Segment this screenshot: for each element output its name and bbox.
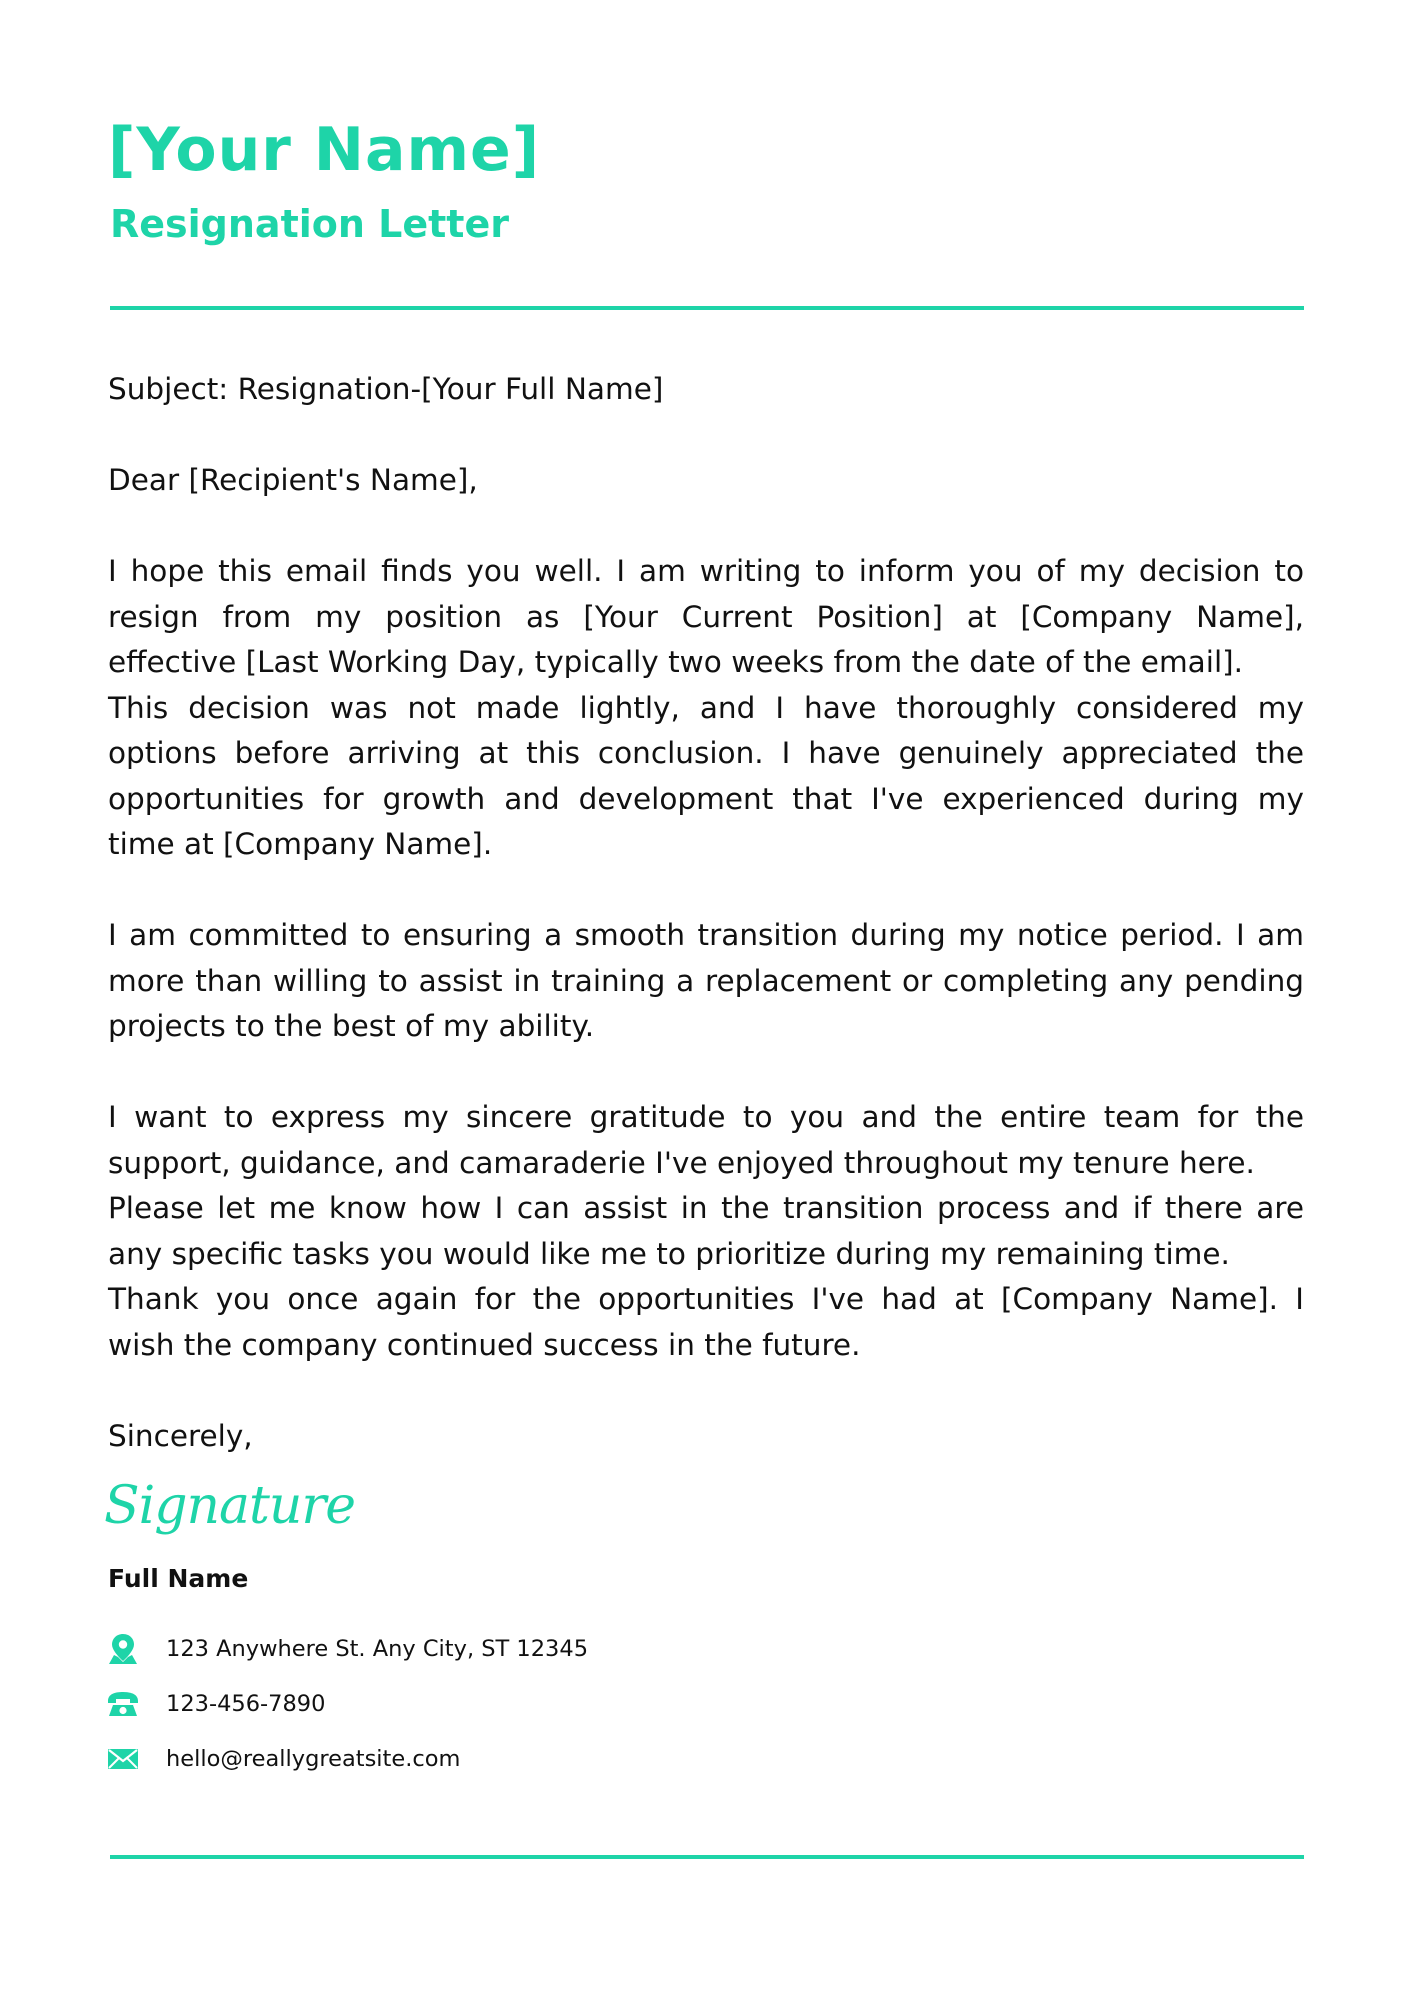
closing: Sincerely, [108,1418,253,1453]
paragraph-3-line: wish the company continued success in the future. [108,1327,861,1362]
paragraph-3-line: support, guidance, and camaraderie I've enjoyed throughout my tenure here. [108,1145,1255,1180]
envelope-icon [106,1742,140,1776]
subject-line: Subject: Resignation-[Your Full Name] [108,372,664,406]
bottom-divider [110,1855,1304,1859]
location-pin-icon [106,1632,140,1666]
email-text: hello@reallygreatsite.com [166,1746,461,1772]
greeting: Dear [Recipient's Name], [108,463,478,497]
document-title: Resignation Letter [110,202,509,246]
contact-email [106,1739,460,1779]
paragraph-1-line: I hope this email finds you well. I am writing to inform you of my decision to [108,554,1304,588]
signature: Signature [104,1476,356,1536]
contact-address [106,1629,588,1669]
paragraph-1-line: effective [Last Working Day, typically two weeks from the date of the email]. [108,645,1244,679]
top-divider [110,306,1304,310]
paragraph-1-line: opportunities for growth and development that I've experienced during my [108,781,1304,816]
paragraph-3-line: Please let me know how I can assist in the transition process and if there are [108,1191,1304,1225]
contact-phone [106,1684,325,1724]
paragraph-1-line: resign from my position as [Your Current Position] at [Company Name], [108,599,1304,634]
phone-icon [106,1687,140,1721]
letter-body [108,367,1304,1505]
paragraph-1-line: time at [Company Name]. [108,827,493,861]
paragraph-3-line: Thank you once again for the opportunities I've had at [Company Name]. I [108,1282,1304,1316]
paragraph-1-line: This decision was not made lightly, and I have thoroughly considered my [108,690,1304,725]
address-text: 123 Anywhere St. Any City, ST 12345 [166,1636,589,1662]
paragraph-2: I am committed to ensuring a smooth transition during my notice period. I am more than willing to assist in training a replacement or completing any pending projects to the best of my ability. [108,918,1304,1043]
paragraph-3-line: any specific tasks you would like me to prioritize during my remaining time. [108,1236,1230,1271]
paragraph-3 [108,1095,1304,1368]
paragraph-1-line: options before arriving at this conclusion. I have genuinely appreciated the [108,736,1304,770]
paragraph-3-line: I want to express my sincere gratitude to you and the entire team for the [108,1100,1304,1134]
paragraph-1 [108,549,1304,868]
sender-name: [Your Name] [108,115,541,185]
phone-text: 123-456-7890 [166,1691,326,1717]
full-name: Full Name [108,1564,249,1593]
